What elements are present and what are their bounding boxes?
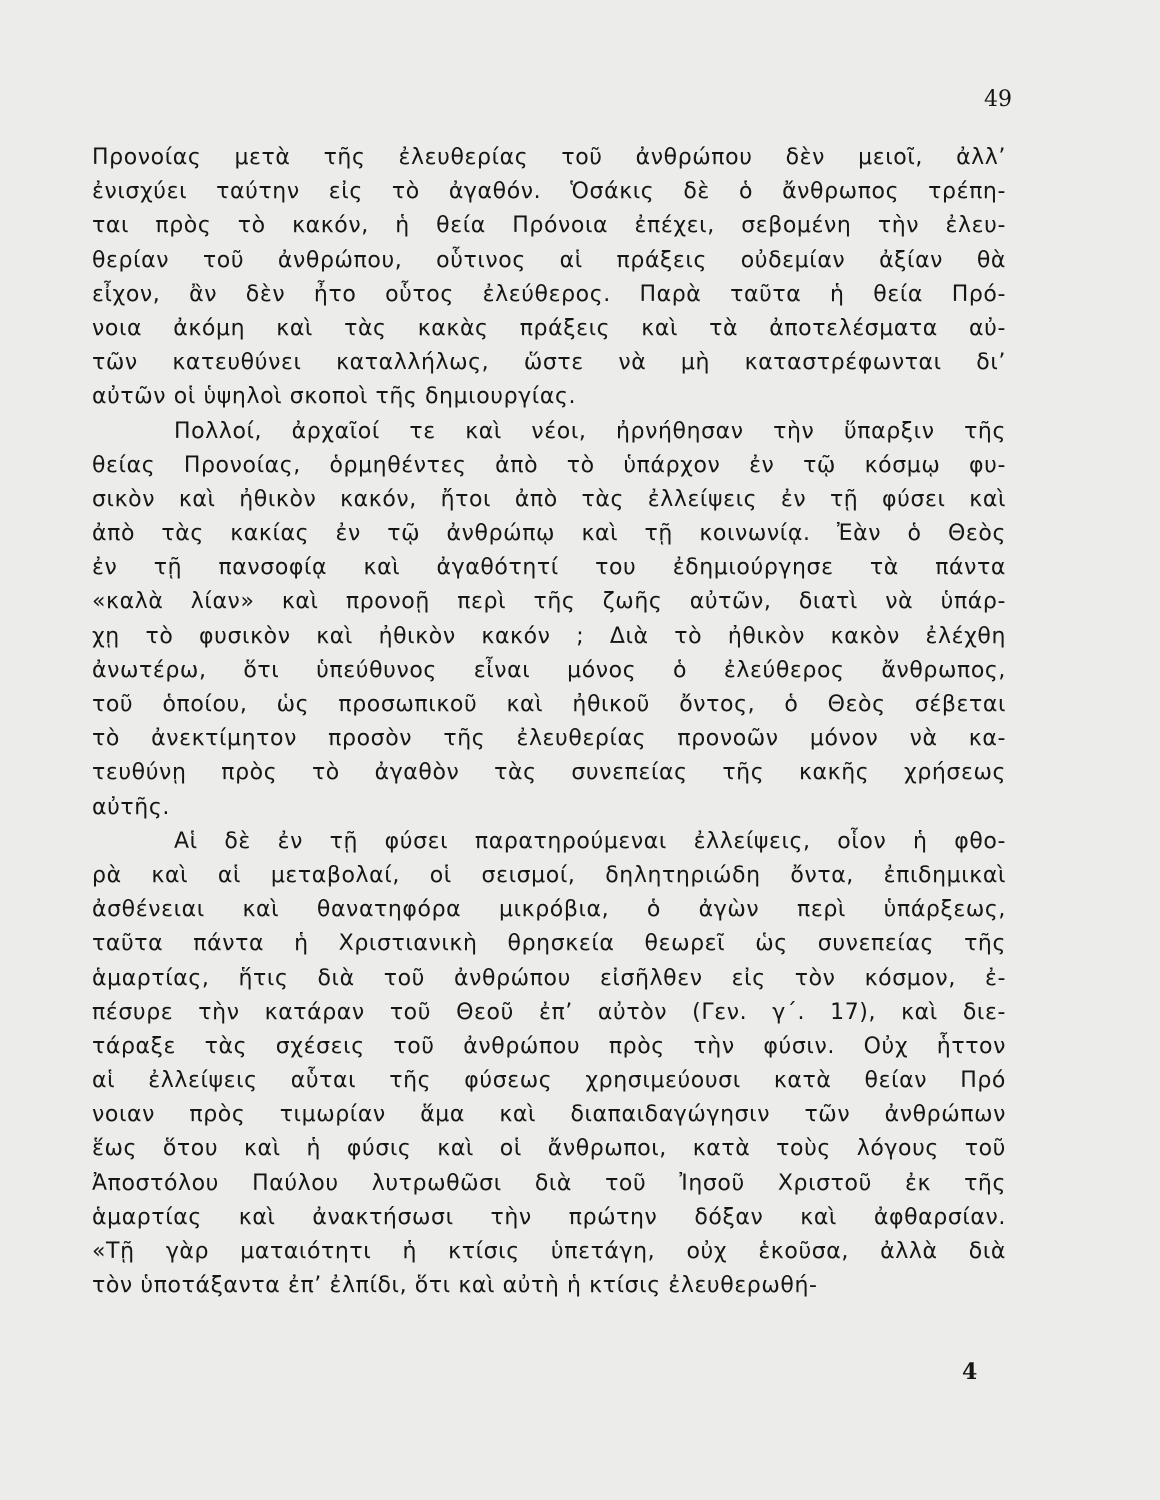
text-line: νοια ἀκόμη καὶ τὰς κακὰς πράξεις καὶ τὰ ἀποτελέσματα αὐ- <box>92 315 1006 341</box>
text-line: χῃ τὸ φυσικὸν καὶ ἠθικὸν κακόν ; Διὰ τὸ ἠθικὸν κακὸν ἐλέχθη <box>92 623 1006 649</box>
text-line: εἶχον, ἂν δὲν ἦτο οὗτος ἐλεύθερος. Παρὰ ταῦτα ἡ θεία Πρό- <box>92 281 1006 307</box>
text-line: θερίαν τοῦ ἀνθρώπου, οὗτινος αἱ πράξεις οὐδεμίαν ἀξίαν θὰ <box>92 247 1006 273</box>
text-line: ἁμαρτίας, ἥτις διὰ τοῦ ἀνθρώπου εἰσῆλθεν εἰς τὸν κόσμον, ἐ- <box>92 965 1006 991</box>
text-line: τάραξε τὰς σχέσεις τοῦ ἀνθρώπου πρὸς τὴν φύσιν. Οὐχ ἧττον <box>92 1033 1006 1059</box>
text-line: ἕως ὅτου καὶ ἡ φύσις καὶ οἱ ἄνθρωποι, κατὰ τοὺς λόγους τοῦ <box>92 1136 1006 1162</box>
page-number: 49 <box>984 87 1012 112</box>
text-line: ἀνωτέρω, ὅτι ὑπεύθυνος εἶναι μόνος ὁ ἐλεύθερος ἄνθρωπος, <box>92 657 1006 683</box>
text-line: πέσυρε τὴν κατάραν τοῦ Θεοῦ ἐπ’ αὐτὸν (Γεν. γ΄. 17), καὶ διε- <box>92 999 1006 1025</box>
text-line: ἀπὸ τὰς κακίας ἐν τῷ ἀνθρώπῳ καὶ τῇ κοινωνίᾳ. Ἐὰν ὁ Θεὸς <box>92 521 1006 547</box>
text-line: Πολλοί, ἀρχαῖοί τε καὶ νέοι, ἠρνήθησαν τὴν ὕπαρξιν τῆς <box>174 418 1006 444</box>
text-line: Αἱ δὲ ἐν τῇ φύσει παρατηρούμεναι ἐλλείψεις, οἷον ἡ φθο- <box>174 828 1006 854</box>
text-line: Προνοίας μετὰ τῆς ἐλευθερίας τοῦ ἀνθρώπου δὲν μειοῖ, ἀλλ’ <box>92 145 1006 170</box>
text-line: ἐνισχύει ταύτην εἰς τὸ ἀγαθόν. Ὁσάκις δὲ ὁ ἄνθρωπος τρέπη- <box>92 179 1006 205</box>
body-text <box>92 141 1006 1303</box>
text-line: «καλὰ λίαν» καὶ προνοῇ περὶ τῆς ζωῆς αὐτῶν, διατὶ νὰ ὑπάρ- <box>92 589 1006 615</box>
text-line: αὐτῶν οἱ ὑψηλοὶ σκοποὶ τῆς δημιουργίας. <box>92 384 577 410</box>
paragraph <box>92 825 1006 1304</box>
paragraph <box>92 141 1006 415</box>
text-line: τοῦ ὁποίου, ὡς προσωπικοῦ καὶ ἠθικοῦ ὄντος, ὁ Θεὸς σέβεται <box>92 692 1006 717</box>
text-line: αὐτῆς. <box>92 794 170 820</box>
text-line: θείας Προνοίας, ὁρμηθέντες ἀπὸ τὸ ὑπάρχον ἐν τῷ κόσμῳ φυ- <box>92 452 1006 478</box>
text-line: ρὰ καὶ αἱ μεταβολαί, οἱ σεισμοί, δηλητηριώδη ὄντα, ἐπιδημικαὶ <box>92 862 1006 888</box>
text-line: τὸν ὑποτάξαντα ἐπ’ ἐλπίδι, ὅτι καὶ αὐτὴ ἡ κτίσις ἐλευθερωθή- <box>92 1273 818 1299</box>
text-line: «Τῇ γὰρ ματαιότητι ἡ κτίσις ὑπετάγη, οὐχ ἑκοῦσα, ἀλλὰ διὰ <box>92 1239 1006 1264</box>
text-line: νοιαν πρὸς τιμωρίαν ἅμα καὶ διαπαιδαγώγησιν τῶν ἀνθρώπων <box>92 1102 1006 1128</box>
text-line: ἀσθένειαι καὶ θανατηφόρα μικρόβια, ὁ ἀγὼν περὶ ὑπάρξεως, <box>92 897 1006 923</box>
text-line: ταῦτα πάντα ἡ Χριστιανικὴ θρησκεία θεωρεῖ ὡς συνεπείας τῆς <box>92 931 1006 957</box>
text-line: σικὸν καὶ ἠθικὸν κακόν, ἤτοι ἀπὸ τὰς ἐλλείψεις ἐν τῇ φύσει καὶ <box>92 486 1006 512</box>
text-line: τευθύνῃ πρὸς τὸ ἀγαθὸν τὰς συνεπείας τῆς κακῆς χρήσεως <box>92 760 1006 786</box>
text-line: ται πρὸς τὸ κακόν, ἡ θεία Πρόνοια ἐπέχει, σεβομένη τὴν ἐλευ- <box>92 213 1006 239</box>
signature-mark: 4 <box>962 1359 978 1385</box>
paragraph <box>92 415 1006 825</box>
text-line: ἁμαρτίας καὶ ἀνακτήσωσι τὴν πρώτην δόξαν καὶ ἀφθαρσίαν. <box>92 1204 1006 1230</box>
text-line: αἱ ἐλλείψεις αὗται τῆς φύσεως χρησιμεύουσι κατὰ θείαν Πρό <box>92 1068 1006 1094</box>
text-line: τῶν κατευθύνει καταλλήλως, ὥστε νὰ μὴ καταστρέφωνται δι’ <box>92 350 1006 376</box>
text-line: ἐν τῇ πανσοφίᾳ καὶ ἀγαθότητί του ἐδημιούργησε τὰ πάντα <box>92 555 1006 581</box>
text-line: τὸ ἀνεκτίμητον προσὸν τῆς ἐλευθερίας προνοῶν μόνον νὰ κα- <box>92 726 1006 752</box>
text-line: Ἀποστόλου Παύλου λυτρωθῶσι διὰ τοῦ Ἰησοῦ Χριστοῦ ἐκ τῆς <box>92 1170 1006 1196</box>
